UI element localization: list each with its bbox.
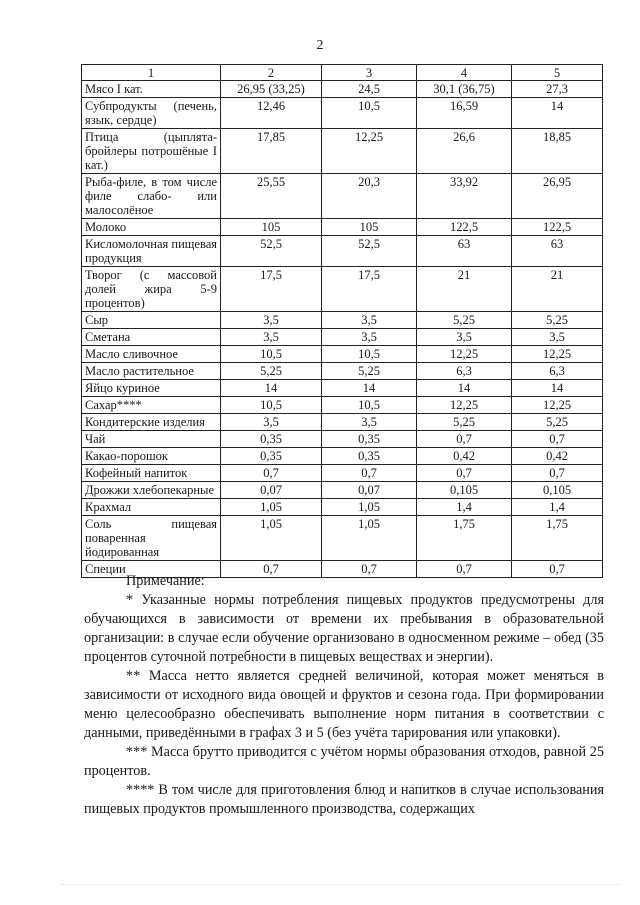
norm-col-4-cell: 21 bbox=[417, 267, 512, 312]
norm-col-2-cell: 1,05 bbox=[221, 499, 322, 516]
norm-col-2-cell: 17,5 bbox=[221, 267, 322, 312]
note-1: * Указанные нормы потребления пищевых продуктов предусмотрены для обучающихся в зависимости от времени их пребывания в образовательной организации: в случае если обучение организовано в односменном режиме – обед (35 процентов суточной потребности в пищевых веществах и энергии). bbox=[84, 592, 604, 665]
norm-col-4-cell: 0,7 bbox=[417, 561, 512, 578]
norm-col-5-cell: 5,25 bbox=[512, 414, 603, 431]
norm-col-5-cell: 26,95 bbox=[512, 174, 603, 219]
table-row bbox=[82, 414, 603, 431]
norm-col-2-cell: 52,5 bbox=[221, 236, 322, 267]
norm-col-3-cell: 5,25 bbox=[322, 363, 417, 380]
norm-col-4-cell: 0,7 bbox=[417, 465, 512, 482]
norm-col-3-cell: 17,5 bbox=[322, 267, 417, 312]
norm-col-3-cell: 24,5 bbox=[322, 81, 417, 98]
norm-col-5-cell: 122,5 bbox=[512, 219, 603, 236]
norm-col-3-cell: 1,05 bbox=[322, 516, 417, 561]
column-number-3: 3 bbox=[322, 65, 417, 81]
norm-col-5-cell: 12,25 bbox=[512, 346, 603, 363]
product-name-cell: Сыр bbox=[82, 312, 221, 329]
norm-col-2-cell: 12,46 bbox=[221, 98, 322, 129]
norm-col-3-cell: 0,7 bbox=[322, 465, 417, 482]
table-row bbox=[82, 431, 603, 448]
norm-col-5-cell: 21 bbox=[512, 267, 603, 312]
table-row bbox=[82, 397, 603, 414]
norm-col-2-cell: 5,25 bbox=[221, 363, 322, 380]
table-row bbox=[82, 129, 603, 174]
norm-col-3-cell: 3,5 bbox=[322, 312, 417, 329]
note-2: ** Масса нетто является средней величиной, которая может меняться в зависимости от исходного вида овощей и фруктов и сезона года. При формировании меню целесообразно обеспечивать выполнение норм питания в соответствии с данными, приведёнными в графах 3 и 5 (без учёта тарирования или упаковки). bbox=[84, 668, 604, 741]
norm-col-5-cell: 0,7 bbox=[512, 465, 603, 482]
norm-col-3-cell: 14 bbox=[322, 380, 417, 397]
product-name-cell: Масло растительное bbox=[82, 363, 221, 380]
table-row bbox=[82, 482, 603, 499]
note-3: *** Масса брутто приводится с учётом нормы образования отходов, равной 25 процентов. bbox=[84, 744, 604, 779]
product-name-cell: Мясо I кат. bbox=[82, 81, 221, 98]
table-row bbox=[82, 380, 603, 397]
product-name-cell: Сметана bbox=[82, 329, 221, 346]
cut-off-next-line bbox=[60, 884, 620, 895]
product-name-cell: Специи bbox=[82, 561, 221, 578]
norm-col-2-cell: 1,05 bbox=[221, 516, 322, 561]
norm-col-4-cell: 26,6 bbox=[417, 129, 512, 174]
product-name-cell: Молоко bbox=[82, 219, 221, 236]
product-name-cell: Масло сливочное bbox=[82, 346, 221, 363]
norm-col-4-cell: 5,25 bbox=[417, 312, 512, 329]
product-name-cell: Рыба-филе, в том числе филе слабо- или малосолёное bbox=[82, 174, 221, 219]
norm-col-2-cell: 25,55 bbox=[221, 174, 322, 219]
norm-col-3-cell: 3,5 bbox=[322, 329, 417, 346]
product-name-cell: Дрожжи хлебопекарные bbox=[82, 482, 221, 499]
norm-col-2-cell: 0,35 bbox=[221, 448, 322, 465]
product-name-cell: Какао-порошок bbox=[82, 448, 221, 465]
note-4: **** В том числе для приготовления блюд и напитков в случае использования пищевых продуктов промышленного производства, содержащих bbox=[84, 782, 604, 817]
product-name-cell: Кондитерские изделия bbox=[82, 414, 221, 431]
product-name-cell: Творог (с массовой долей жира 5-9 процентов) bbox=[82, 267, 221, 312]
norm-col-4-cell: 3,5 bbox=[417, 329, 512, 346]
norm-col-3-cell: 20,3 bbox=[322, 174, 417, 219]
norm-col-2-cell: 0,35 bbox=[221, 431, 322, 448]
norm-col-2-cell: 10,5 bbox=[221, 346, 322, 363]
norm-col-4-cell: 1,75 bbox=[417, 516, 512, 561]
norm-col-4-cell: 12,25 bbox=[417, 397, 512, 414]
column-number-4: 4 bbox=[417, 65, 512, 81]
norm-col-5-cell: 1,4 bbox=[512, 499, 603, 516]
norm-col-5-cell: 18,85 bbox=[512, 129, 603, 174]
norm-col-2-cell: 17,85 bbox=[221, 129, 322, 174]
norm-col-3-cell: 12,25 bbox=[322, 129, 417, 174]
table-row bbox=[82, 329, 603, 346]
norm-col-3-cell: 0,35 bbox=[322, 431, 417, 448]
norm-col-4-cell: 30,1 (36,75) bbox=[417, 81, 512, 98]
norm-col-3-cell: 10,5 bbox=[322, 397, 417, 414]
norm-col-2-cell: 105 bbox=[221, 219, 322, 236]
norm-col-4-cell: 14 bbox=[417, 380, 512, 397]
norm-col-2-cell: 14 bbox=[221, 380, 322, 397]
table-row bbox=[82, 236, 603, 267]
norm-col-2-cell: 26,95 (33,25) bbox=[221, 81, 322, 98]
product-name-cell: Крахмал bbox=[82, 499, 221, 516]
norm-col-4-cell: 33,92 bbox=[417, 174, 512, 219]
norm-col-4-cell: 16,59 bbox=[417, 98, 512, 129]
table-row bbox=[82, 448, 603, 465]
table-row bbox=[82, 363, 603, 380]
product-name-cell: Птица (цыплята-бройлеры потрошёные I кат.) bbox=[82, 129, 221, 174]
norm-col-4-cell: 122,5 bbox=[417, 219, 512, 236]
norm-col-3-cell: 0,7 bbox=[322, 561, 417, 578]
norm-col-4-cell: 1,4 bbox=[417, 499, 512, 516]
norm-col-2-cell: 3,5 bbox=[221, 329, 322, 346]
product-name-cell: Кисломолочная пищевая продукция bbox=[82, 236, 221, 267]
norm-col-3-cell: 0,35 bbox=[322, 448, 417, 465]
norm-col-4-cell: 0,42 bbox=[417, 448, 512, 465]
norm-col-2-cell: 3,5 bbox=[221, 312, 322, 329]
norm-col-5-cell: 63 bbox=[512, 236, 603, 267]
norm-col-5-cell: 5,25 bbox=[512, 312, 603, 329]
norm-col-5-cell: 3,5 bbox=[512, 329, 603, 346]
norm-col-3-cell: 52,5 bbox=[322, 236, 417, 267]
table-row bbox=[82, 465, 603, 482]
norm-col-5-cell: 0,7 bbox=[512, 431, 603, 448]
norm-col-3-cell: 105 bbox=[322, 219, 417, 236]
norm-col-2-cell: 0,7 bbox=[221, 561, 322, 578]
norm-col-2-cell: 10,5 bbox=[221, 397, 322, 414]
norm-col-5-cell: 14 bbox=[512, 380, 603, 397]
table-row bbox=[82, 81, 603, 98]
norm-col-4-cell: 63 bbox=[417, 236, 512, 267]
table-row bbox=[82, 267, 603, 312]
product-name-cell: Чай bbox=[82, 431, 221, 448]
norm-col-2-cell: 3,5 bbox=[221, 414, 322, 431]
norm-col-2-cell: 0,7 bbox=[221, 465, 322, 482]
product-name-cell: Субпродукты (печень, язык, сердце) bbox=[82, 98, 221, 129]
table-row bbox=[82, 499, 603, 516]
notes-title: Примечание: bbox=[126, 573, 205, 589]
norm-col-3-cell: 10,5 bbox=[322, 98, 417, 129]
table-row bbox=[82, 98, 603, 129]
norm-col-5-cell: 0,42 bbox=[512, 448, 603, 465]
page-number: 2 bbox=[316, 38, 324, 53]
food-norms-table bbox=[81, 64, 603, 578]
norm-col-4-cell: 5,25 bbox=[417, 414, 512, 431]
norm-col-2-cell: 0,07 bbox=[221, 482, 322, 499]
table-row bbox=[82, 516, 603, 561]
norm-col-5-cell: 1,75 bbox=[512, 516, 603, 561]
norm-col-3-cell: 3,5 bbox=[322, 414, 417, 431]
column-number-1: 1 bbox=[82, 65, 221, 81]
product-name-cell: Соль пищевая поваренная йодированная bbox=[82, 516, 221, 561]
norm-col-5-cell: 14 bbox=[512, 98, 603, 129]
norm-col-5-cell: 12,25 bbox=[512, 397, 603, 414]
column-number-5: 5 bbox=[512, 65, 603, 81]
food-norms-table-body bbox=[82, 65, 603, 578]
norm-col-5-cell: 6,3 bbox=[512, 363, 603, 380]
norm-col-5-cell: 27,3 bbox=[512, 81, 603, 98]
norm-col-3-cell: 1,05 bbox=[322, 499, 417, 516]
norm-col-4-cell: 12,25 bbox=[417, 346, 512, 363]
table-row bbox=[82, 312, 603, 329]
table-row bbox=[82, 219, 603, 236]
column-number-2: 2 bbox=[221, 65, 322, 81]
table-row bbox=[82, 346, 603, 363]
norm-col-4-cell: 6,3 bbox=[417, 363, 512, 380]
norm-col-5-cell: 0,7 bbox=[512, 561, 603, 578]
product-name-cell: Кофейный напиток bbox=[82, 465, 221, 482]
table-row bbox=[82, 174, 603, 219]
norm-col-4-cell: 0,105 bbox=[417, 482, 512, 499]
product-name-cell: Яйцо куриное bbox=[82, 380, 221, 397]
norm-col-4-cell: 0,7 bbox=[417, 431, 512, 448]
table-header-row bbox=[82, 65, 603, 81]
notes-section bbox=[84, 572, 604, 819]
norm-col-3-cell: 10,5 bbox=[322, 346, 417, 363]
product-name-cell: Сахар**** bbox=[82, 397, 221, 414]
norm-col-3-cell: 0,07 bbox=[322, 482, 417, 499]
norm-col-5-cell: 0,105 bbox=[512, 482, 603, 499]
